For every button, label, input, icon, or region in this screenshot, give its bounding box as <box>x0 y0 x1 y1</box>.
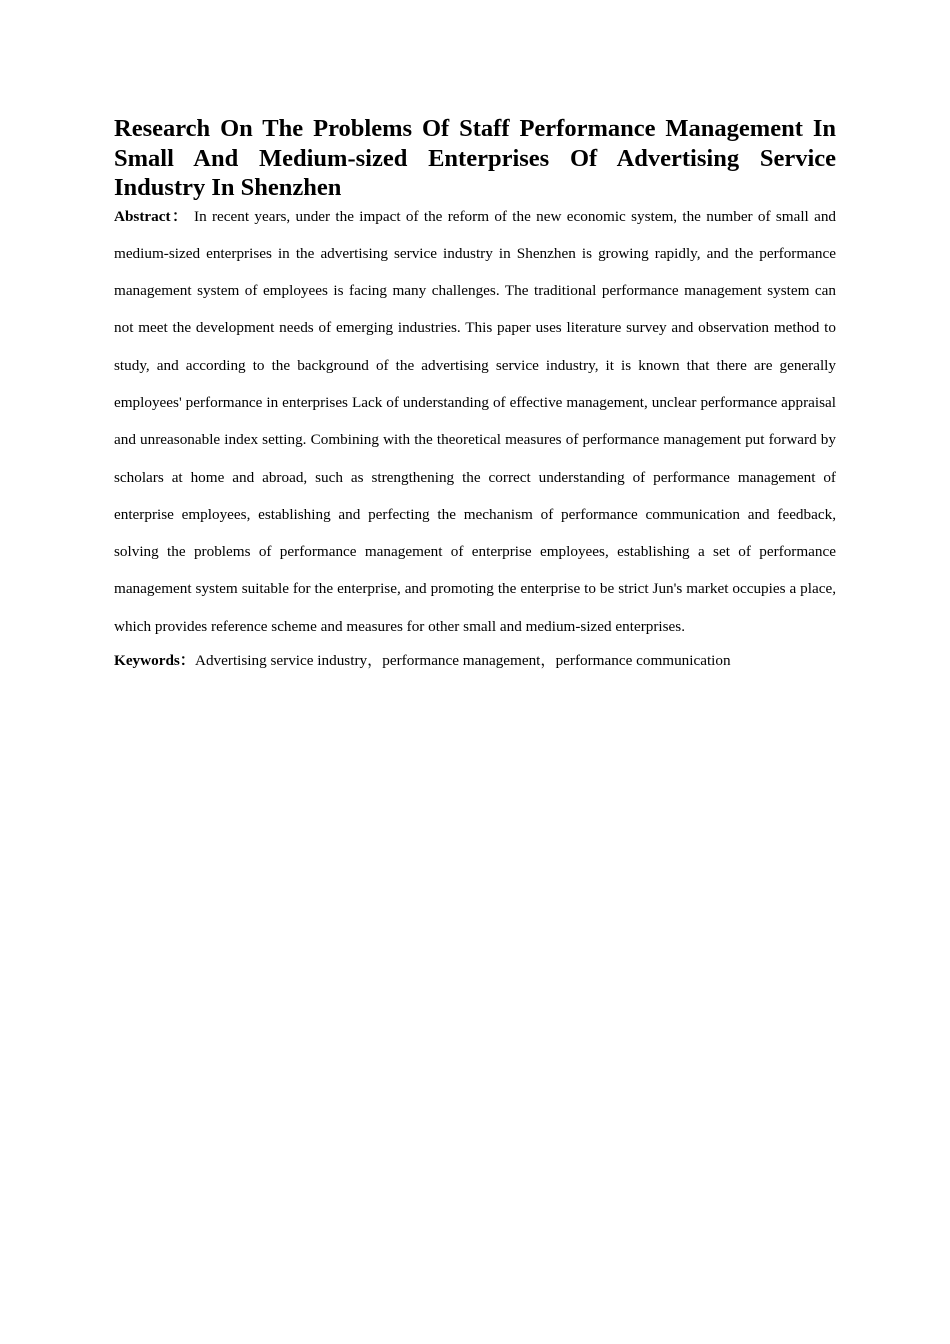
abstract-text: In recent years, under the impact of the reform of the new economic system, the number of small and medium-sized enterprises in the advertising service industry in Shenzhen is growing rapidly, and the performance management system of employees is facing many challenges. The traditional performance management system can not meet the development needs of emerging industries. This paper uses literature survey and observation method to study, and according to the background of the advertising service industry, it is known that there are generally employees' performance in enterprises Lack of understanding of effective management, unclear performance appraisal and unreasonable index setting. Combining with the theoretical measures of performance management put forward by scholars at home and abroad, such as strengthening the correct understanding of performance management of enterprise employees, establishing and perfecting the mechanism of performance communication and feedback, solving the problems of performance management of enterprise employees, establishing a set of performance management system suitable for the enterprise, and promoting the enterprise to be strict Jun's market occupies a place, which provides reference scheme and measures for other small and medium-sized enterprises. <box>114 207 837 635</box>
paper-title: Research On The Problems Of Staff Performance Management In Small And Medium-sized Enterprises Of Advertising Service Industry In Shenzhen <box>114 115 836 201</box>
abstract-label: Abstract： <box>114 207 189 225</box>
keywords-text: Advertising service industry，performance management，performance communication <box>195 652 731 670</box>
abstract-paragraph <box>114 198 836 646</box>
keywords-label: Keywords： <box>114 652 195 670</box>
document-page <box>114 114 836 673</box>
keywords-line <box>114 649 836 673</box>
